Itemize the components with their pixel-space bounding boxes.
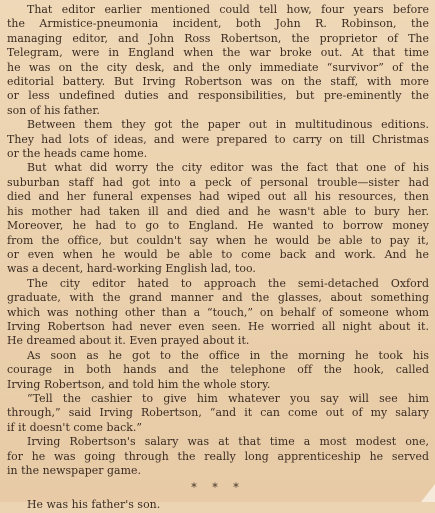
text-line: He dreamed about it. Even prayed about it. [7,334,250,348]
text-line: died and her funeral expenses had wiped out all his resources, then [7,190,429,204]
text-line: suburban staff had got into a peck of personal trouble—sister had [7,175,429,189]
text-line: Telegram, were in England when the war broke out. At that time [7,46,429,60]
text-line: “Tell the cashier to give him whatever you say will see him [27,391,429,405]
text-line: graduate, with the grand manner and the glasses, about something [7,291,429,305]
text-line: Irving Robertson, and told him the whole story. [7,377,271,391]
article-paragraph [7,3,429,118]
text-line: through,” said Irving Robertson, “and it can come out of my salary [7,406,429,420]
article-paragraph [7,118,429,161]
text-line: That editor earlier mentioned could tell how, four years before [27,3,429,16]
article-paragraph [7,349,429,392]
closing-line: He was his father's son. [27,498,161,512]
text-line: editorial battery. But Irving Robertson was on the staff, with more [7,75,429,89]
text-line: which was nothing other than a “touch,” on behalf of someone whom [7,305,429,319]
text-line: if it doesn't come back.” [7,420,143,434]
article-paragraph [7,435,429,478]
text-line: As soon as he got to the office in the morning he took his [27,348,429,362]
text-line: courage in both hands and the telephone off the hook, called [7,363,429,377]
text-line: Irving Robertson's salary was at that time a most modest one, [27,435,429,449]
text-line: or less undefined duties and responsibilities, but pre-eminently the [7,89,429,103]
text-line: son of his father. [7,103,100,117]
section-divider: * * * [191,481,245,495]
text-line: from the office, but couldn't say when he would be able to pay it, [7,233,429,247]
text-line: was a decent, hard-working English lad, too. [7,262,256,276]
article-paragraph [7,277,429,349]
text-line: for he was going through the really long apprenticeship he served [7,449,429,463]
article-body [7,3,429,478]
text-line: Irving Robertson had never even seen. He worried all night about it. [7,319,429,333]
text-line: the Armistice-pneumonia incident, both John R. Robinson, the [7,17,429,31]
text-line: he was on the city desk, and the only immediate “survivor” of the [7,60,429,74]
text-line: Between them they got the paper out in multitudinous editions. [27,118,429,132]
text-line: The city editor hated to approach the semi-detached Oxford [27,276,429,290]
text-line: his mother had taken ill and died and he wasn't able to bury her. [7,204,429,218]
article-paragraph [7,161,429,276]
text-line: in the newspaper game. [7,464,141,477]
text-line: Moreover, he had to go to England. He wanted to borrow money [7,219,429,233]
article-paragraph [7,392,429,435]
text-line: or the heads came home. [7,147,148,161]
text-line: or even when he would be able to come back and work. And he [7,247,429,261]
text-line: They had lots of ideas, and were prepared to carry on till Christmas [7,132,429,146]
text-line: managing editor, and John Ross Robertson, the proprietor of The [7,31,429,45]
text-line: But what did worry the city editor was the fact that one of his [27,161,429,175]
